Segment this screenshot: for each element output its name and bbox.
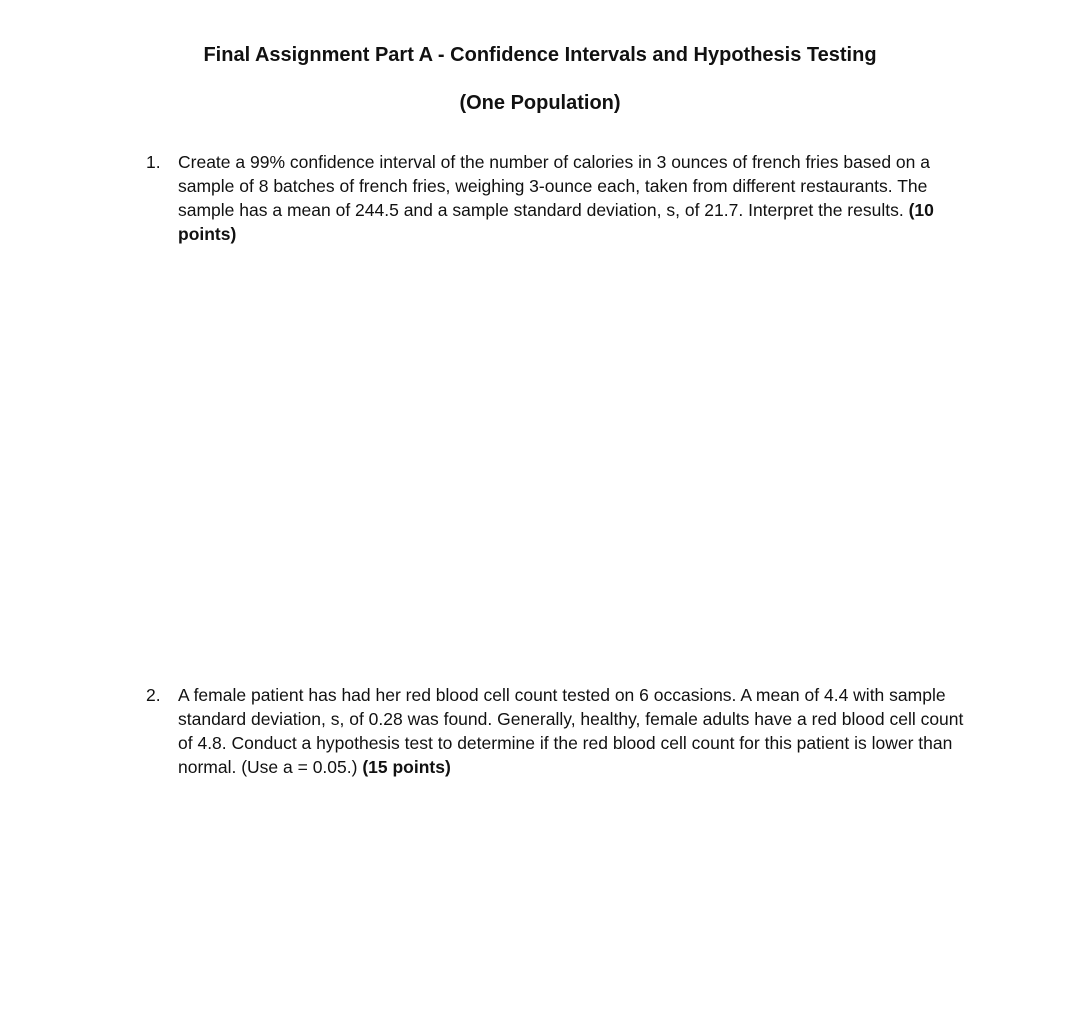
question-text: Create a 99% confidence interval of the number of calories in 3 ounces of french fries based on a sample of 8 batches of french fries, weighing 3-ounce each, taken from different restaurants. The sample has a mean of 244.5 and a sample standard deviation, s, of 21.7. Interpret the results. bbox=[178, 152, 930, 220]
question-1 bbox=[146, 150, 966, 246]
question-2 bbox=[146, 683, 966, 779]
document-title: Final Assignment Part A - Confidence Intervals and Hypothesis Testing bbox=[203, 44, 877, 66]
question-points: (15 points) bbox=[362, 757, 451, 777]
question-body bbox=[178, 150, 966, 246]
question-text: A female patient has had her red blood cell count tested on 6 occasions. A mean of 4.4 with sample standard deviation, s, of 0.28 was found. Generally, healthy, female adults have a red blood cell count of 4.8. Conduct a hypothesis test to determine if the red blood cell count for this patient is lower than normal. (Use a = 0.05.) bbox=[178, 685, 964, 777]
question-number: 1. bbox=[146, 152, 161, 172]
question-body bbox=[178, 683, 966, 779]
question-number: 2. bbox=[146, 685, 161, 705]
document-subtitle: (One Population) bbox=[459, 92, 621, 114]
question-points: (10 points) bbox=[178, 200, 934, 244]
